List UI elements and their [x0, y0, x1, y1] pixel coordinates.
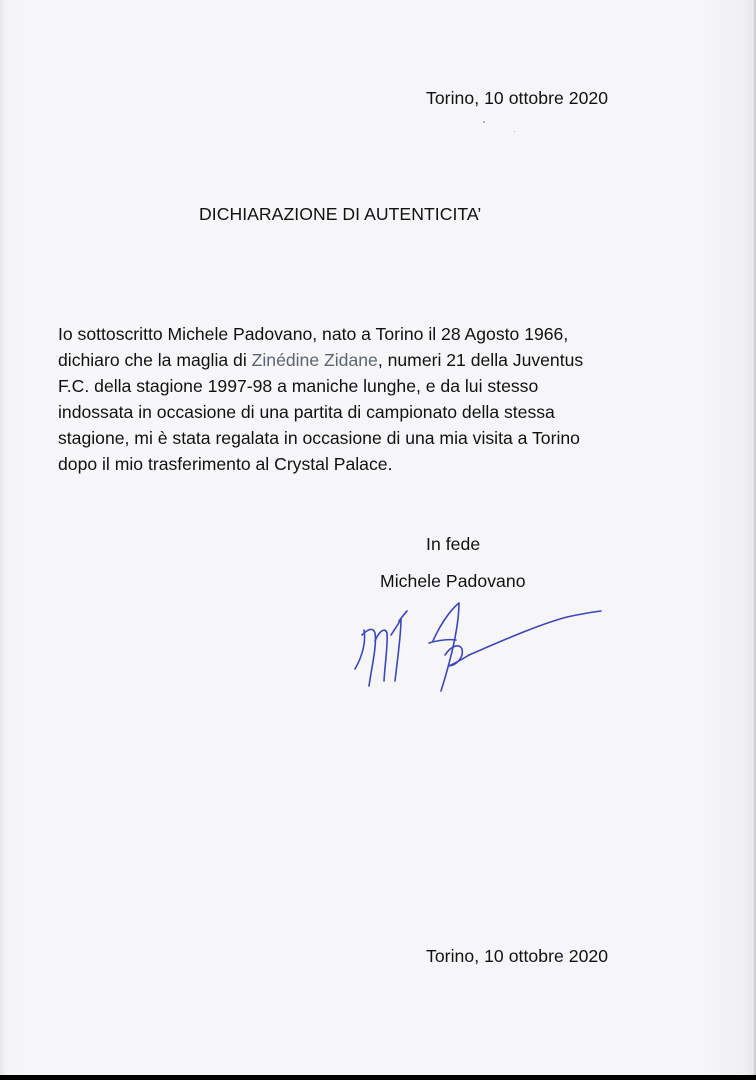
date-bottom: Torino, 10 ottobre 2020: [426, 946, 609, 966]
date-top: Torino, 10 ottobre 2020: [426, 88, 609, 108]
declaration-body: [58, 321, 738, 477]
body-line-4: [58, 399, 738, 425]
signature-stroke: [391, 619, 401, 681]
handwritten-signature: [335, 583, 605, 698]
signature-stroke: [355, 630, 365, 669]
body-line-3: [58, 373, 738, 399]
signature-stroke: [441, 603, 459, 691]
scan-speck: [483, 121, 485, 123]
scan-edge-bottom: [0, 1075, 756, 1080]
body-text: dichiaro che la maglia di: [58, 350, 252, 370]
signature-stroke: [399, 611, 407, 621]
body-text: dopo il mio trasferimento al Crystal Palace.: [58, 454, 393, 474]
closing-salutation: In fede: [426, 534, 481, 554]
body-line-6: [58, 451, 738, 477]
player-name: Zinédine Zidane: [251, 350, 378, 370]
body-text: , numeri 21 della Juventus: [377, 350, 584, 370]
signature-stroke: [375, 630, 387, 681]
body-text: F.C. della stagione 1997-98 a maniche lunghe, e da lui stesso: [58, 376, 539, 396]
body-text: stagione, mi è stata regalata in occasione di una mia visita a Torino: [58, 428, 580, 448]
scan-speck: [514, 131, 515, 132]
body-line-5: [58, 425, 738, 451]
body-text: Io sottoscritto Michele Padovano, nato a Torino il 28 Agosto 1966,: [58, 324, 569, 344]
signature-stroke: [469, 611, 601, 655]
document-title: DICHIARAZIONE DI AUTENTICITA’: [199, 204, 482, 224]
body-line-1: [58, 321, 738, 347]
body-line-2: [58, 347, 738, 373]
body-text: indossata in occasione di una partita di campionato della stessa: [58, 402, 555, 422]
signer-name: Michele Padovano: [380, 571, 526, 591]
